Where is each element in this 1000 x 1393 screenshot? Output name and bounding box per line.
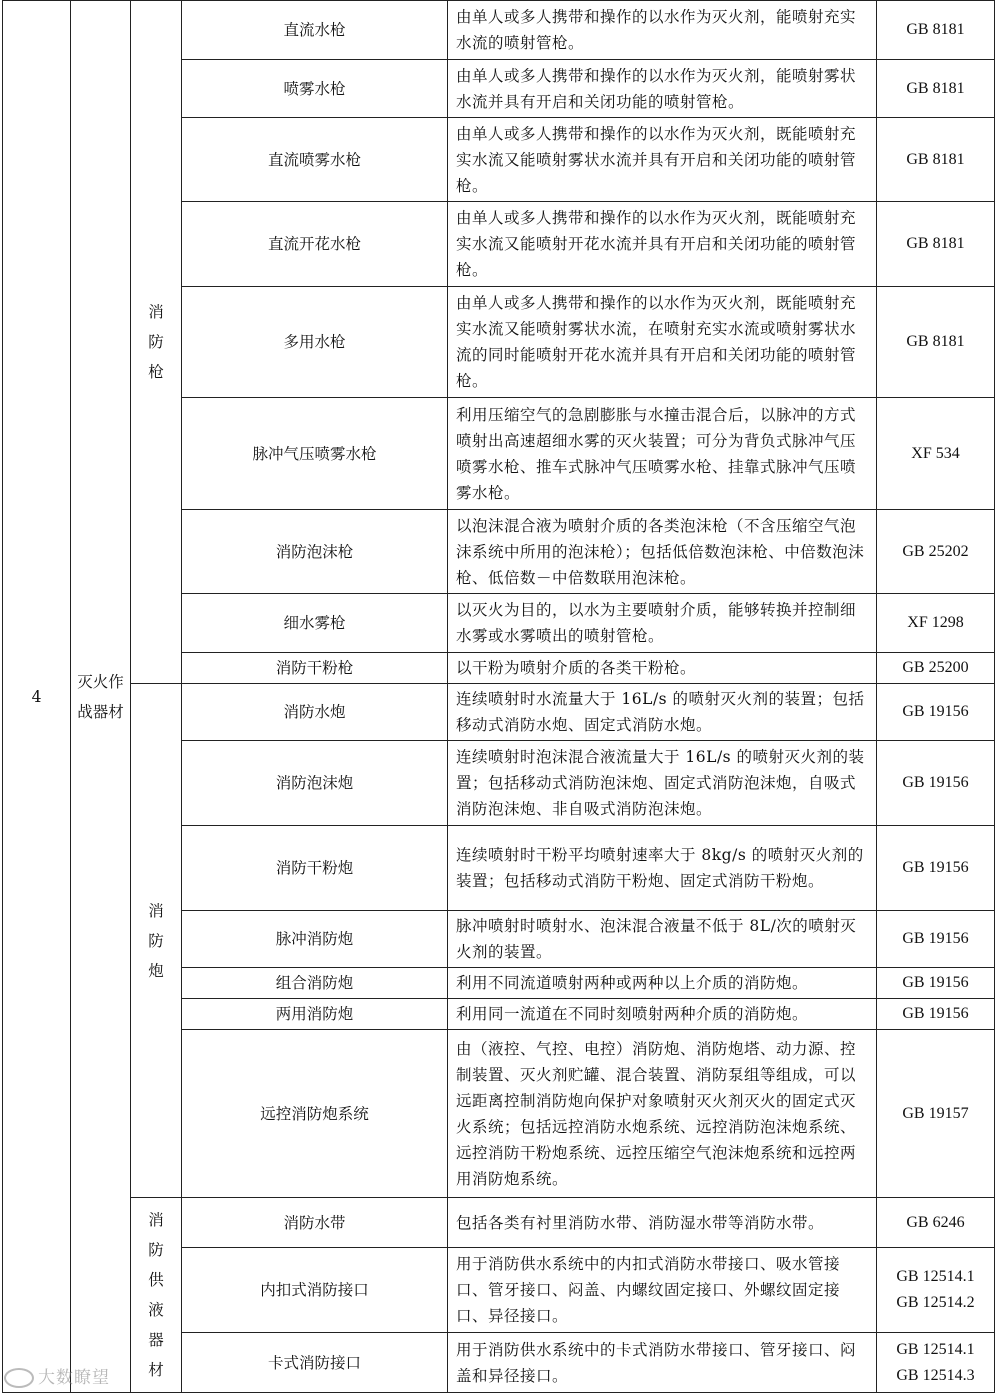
description-cell: 由单人或多人携带和操作的以水作为灭火剂，既能喷射充实水流又能喷射雾状水流并具有开启和关闭功能的喷射管枪。: [448, 118, 877, 202]
standard-code-cell: GB 19157: [877, 1030, 995, 1198]
subcategory-cell: 消防炮: [131, 684, 182, 1198]
row-number-cell: 4: [3, 1, 71, 1393]
watermark: [4, 1363, 110, 1388]
description-cell: 由单人或多人携带和操作的以水作为灭火剂，既能喷射充实水流又能喷射雾状水流，在喷射充实水流或喷射雾状水流的同时能喷射开花水流并具有开启和关闭功能的喷射管枪。: [448, 287, 877, 398]
standard-code-cell: GB 8181: [877, 287, 995, 398]
standard-code-cell: XF 1298: [877, 594, 995, 653]
description-cell: 由单人或多人携带和操作的以水作为灭火剂，既能喷射充实水流又能喷射开花水流并具有开启和关闭功能的喷射管枪。: [448, 202, 877, 287]
standard-code-cell: GB 19156: [877, 684, 995, 741]
equipment-name-cell: 内扣式消防接口: [182, 1248, 448, 1333]
equipment-name-cell: 喷雾水枪: [182, 60, 448, 118]
description-cell: 利用同一流道在不同时刻喷射两种介质的消防炮。: [448, 999, 877, 1030]
description-cell: 利用不同流道喷射两种或两种以上介质的消防炮。: [448, 968, 877, 999]
description-cell: 脉冲喷射时喷射水、泡沫混合液量不低于 8L/次的喷射灭火剂的装置。: [448, 911, 877, 968]
standard-code-cell: GB 12514.1 GB 12514.2: [877, 1248, 995, 1333]
equipment-name-cell: 脉冲气压喷雾水枪: [182, 398, 448, 510]
equipment-name-cell: 组合消防炮: [182, 968, 448, 999]
category-cell: 灭火作战器材: [71, 1, 131, 1393]
subcategory-cell: 消防供液器材: [131, 1198, 182, 1393]
description-cell: 由单人或多人携带和操作的以水作为灭火剂，能喷射充实水流的喷射管枪。: [448, 1, 877, 60]
equipment-name-cell: 卡式消防接口: [182, 1333, 448, 1393]
description-cell: 连续喷射时干粉平均喷射速率大于 8kg/s 的喷射灭火剂的装置；包括移动式消防干粉炮、固定式消防干粉炮。: [448, 826, 877, 911]
equipment-name-cell: 消防水炮: [182, 684, 448, 741]
description-cell: 由单人或多人携带和操作的以水作为灭火剂，能喷射雾状水流并具有开启和关闭功能的喷射管枪。: [448, 60, 877, 118]
standard-code-cell: GB 8181: [877, 202, 995, 287]
description-cell: 以灭火为目的，以水为主要喷射介质，能够转换并控制细水雾或水雾喷出的喷射管枪。: [448, 594, 877, 653]
equipment-name-cell: 直流喷雾水枪: [182, 118, 448, 202]
standard-code-cell: XF 534: [877, 398, 995, 510]
standard-code-cell: GB 19156: [877, 911, 995, 968]
standard-code-cell: GB 19156: [877, 741, 995, 826]
watermark-text: 大数瞭望: [38, 1368, 110, 1388]
standard-code-cell: GB 8181: [877, 60, 995, 118]
equipment-name-cell: 细水雾枪: [182, 594, 448, 653]
standard-code-cell: GB 19156: [877, 968, 995, 999]
standard-code-cell: GB 25202: [877, 510, 995, 594]
description-cell: 用于消防供水系统中的卡式消防水带接口、管牙接口、闷盖和异径接口。: [448, 1333, 877, 1393]
equipment-name-cell: 远控消防炮系统: [182, 1030, 448, 1198]
equipment-name-cell: 两用消防炮: [182, 999, 448, 1030]
description-cell: 由（液控、气控、电控）消防炮、消防炮塔、动力源、控制装置、灭火剂贮罐、混合装置、消防泵组等组成，可以远距离控制消防炮向保护对象喷射灭火剂灭火的固定式灭火系统；包括远控消防水炮系统、远控消防泡沫炮系统、远控消防干粉炮系统、远控压缩空气泡沫炮系统和远控两用消防炮系统。: [448, 1030, 877, 1198]
table-row: [3, 684, 995, 741]
subcategory-cell: 消防枪: [131, 1, 182, 684]
standard-code-cell: GB 12514.1 GB 12514.3: [877, 1333, 995, 1393]
equipment-name-cell: 消防泡沫炮: [182, 741, 448, 826]
equipment-name-cell: 消防干粉枪: [182, 653, 448, 684]
description-cell: 包括各类有衬里消防水带、消防湿水带等消防水带。: [448, 1198, 877, 1248]
description-cell: 以泡沫混合液为喷射介质的各类泡沫枪（不含压缩空气泡沫系统中所用的泡沫枪）；包括低倍数泡沫枪、中倍数泡沫枪、低倍数－中倍数联用泡沫枪。: [448, 510, 877, 594]
watermark-logo-icon: [4, 1368, 34, 1388]
description-cell: 以干粉为喷射介质的各类干粉枪。: [448, 653, 877, 684]
description-cell: 用于消防供水系统中的内扣式消防水带接口、吸水管接口、管牙接口、闷盖、内螺纹固定接口、外螺纹固定接口、异径接口。: [448, 1248, 877, 1333]
description-cell: 连续喷射时泡沫混合液流量大于 16L/s 的喷射灭火剂的装置；包括移动式消防泡沫炮、固定式消防泡沫炮，自吸式消防泡沫炮、非自吸式消防泡沫炮。: [448, 741, 877, 826]
standard-code-cell: GB 8181: [877, 118, 995, 202]
equipment-name-cell: 消防干粉炮: [182, 826, 448, 911]
equipment-name-cell: 直流开花水枪: [182, 202, 448, 287]
equipment-name-cell: 消防泡沫枪: [182, 510, 448, 594]
equipment-name-cell: 消防水带: [182, 1198, 448, 1248]
standard-code-cell: GB 25200: [877, 653, 995, 684]
standard-code-cell: GB 19156: [877, 999, 995, 1030]
equipment-name-cell: 多用水枪: [182, 287, 448, 398]
equipment-name-cell: 脉冲消防炮: [182, 911, 448, 968]
standards-table: [2, 0, 995, 1393]
table-row: [3, 1198, 995, 1248]
standard-code-cell: GB 6246: [877, 1198, 995, 1248]
standard-code-cell: GB 19156: [877, 826, 995, 911]
standard-code-cell: GB 8181: [877, 1, 995, 60]
equipment-name-cell: 直流水枪: [182, 1, 448, 60]
table-row: [3, 1, 995, 60]
description-cell: 连续喷射时水流量大于 16L/s 的喷射灭火剂的装置；包括移动式消防水炮、固定式消防水炮。: [448, 684, 877, 741]
description-cell: 利用压缩空气的急剧膨胀与水撞击混合后，以脉冲的方式喷射出高速超细水雾的灭火装置；可分为背负式脉冲气压喷雾水枪、推车式脉冲气压喷雾水枪、挂靠式脉冲气压喷雾水枪。: [448, 398, 877, 510]
